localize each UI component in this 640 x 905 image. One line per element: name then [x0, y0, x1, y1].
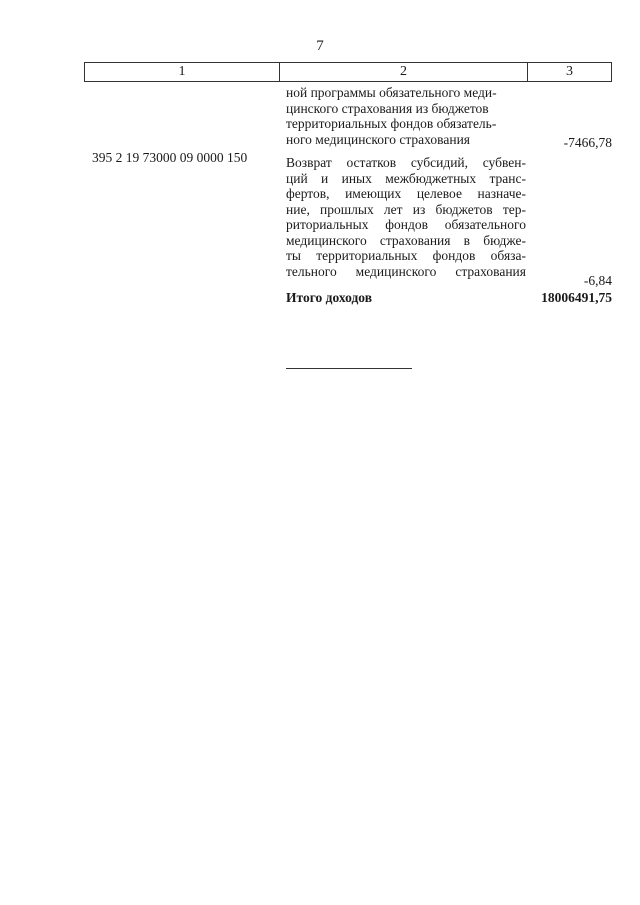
row-1-amount: -7466,78: [563, 135, 612, 150]
row-2-description: [286, 155, 526, 279]
description-line: риториальных фондов обязательного: [286, 217, 526, 232]
column-header-2: 2: [280, 63, 528, 81]
description-line: Возврат остатков субсидий, субвен-: [286, 155, 526, 170]
description-line: ций и иных межбюджетных транс-: [286, 170, 526, 186]
description-line: медицинского страхования в бюдже-: [286, 232, 526, 248]
description-line: ты территориальных фондов обяза-: [286, 248, 526, 263]
divider-line: [286, 368, 412, 369]
row-2-amount: -6,84: [583, 273, 612, 288]
total-value: 18006491,75: [541, 290, 612, 305]
page-number: 7: [316, 38, 324, 54]
description-line: ние, прошлых лет из бюджетов тер-: [286, 201, 526, 217]
description-line: ного медицинского страхования: [286, 131, 470, 147]
column-header-3: 3: [566, 64, 573, 79]
description-line: ной программы обязательного меди-: [286, 85, 497, 100]
description-line: фертов, имеющих целевое назначе-: [286, 186, 526, 201]
description-line: цинского страхования из бюджетов: [286, 100, 489, 116]
total-label: Итого доходов: [286, 290, 372, 305]
table-header: [84, 62, 612, 82]
column-header-1: 1: [85, 63, 280, 81]
description-line: территориальных фондов обязатель-: [286, 116, 497, 131]
row-1-description: [286, 85, 526, 147]
description-line: тельного медицинского страхования: [286, 263, 526, 279]
row-2-code: 395 2 19 73000 09 0000 150: [92, 150, 248, 165]
